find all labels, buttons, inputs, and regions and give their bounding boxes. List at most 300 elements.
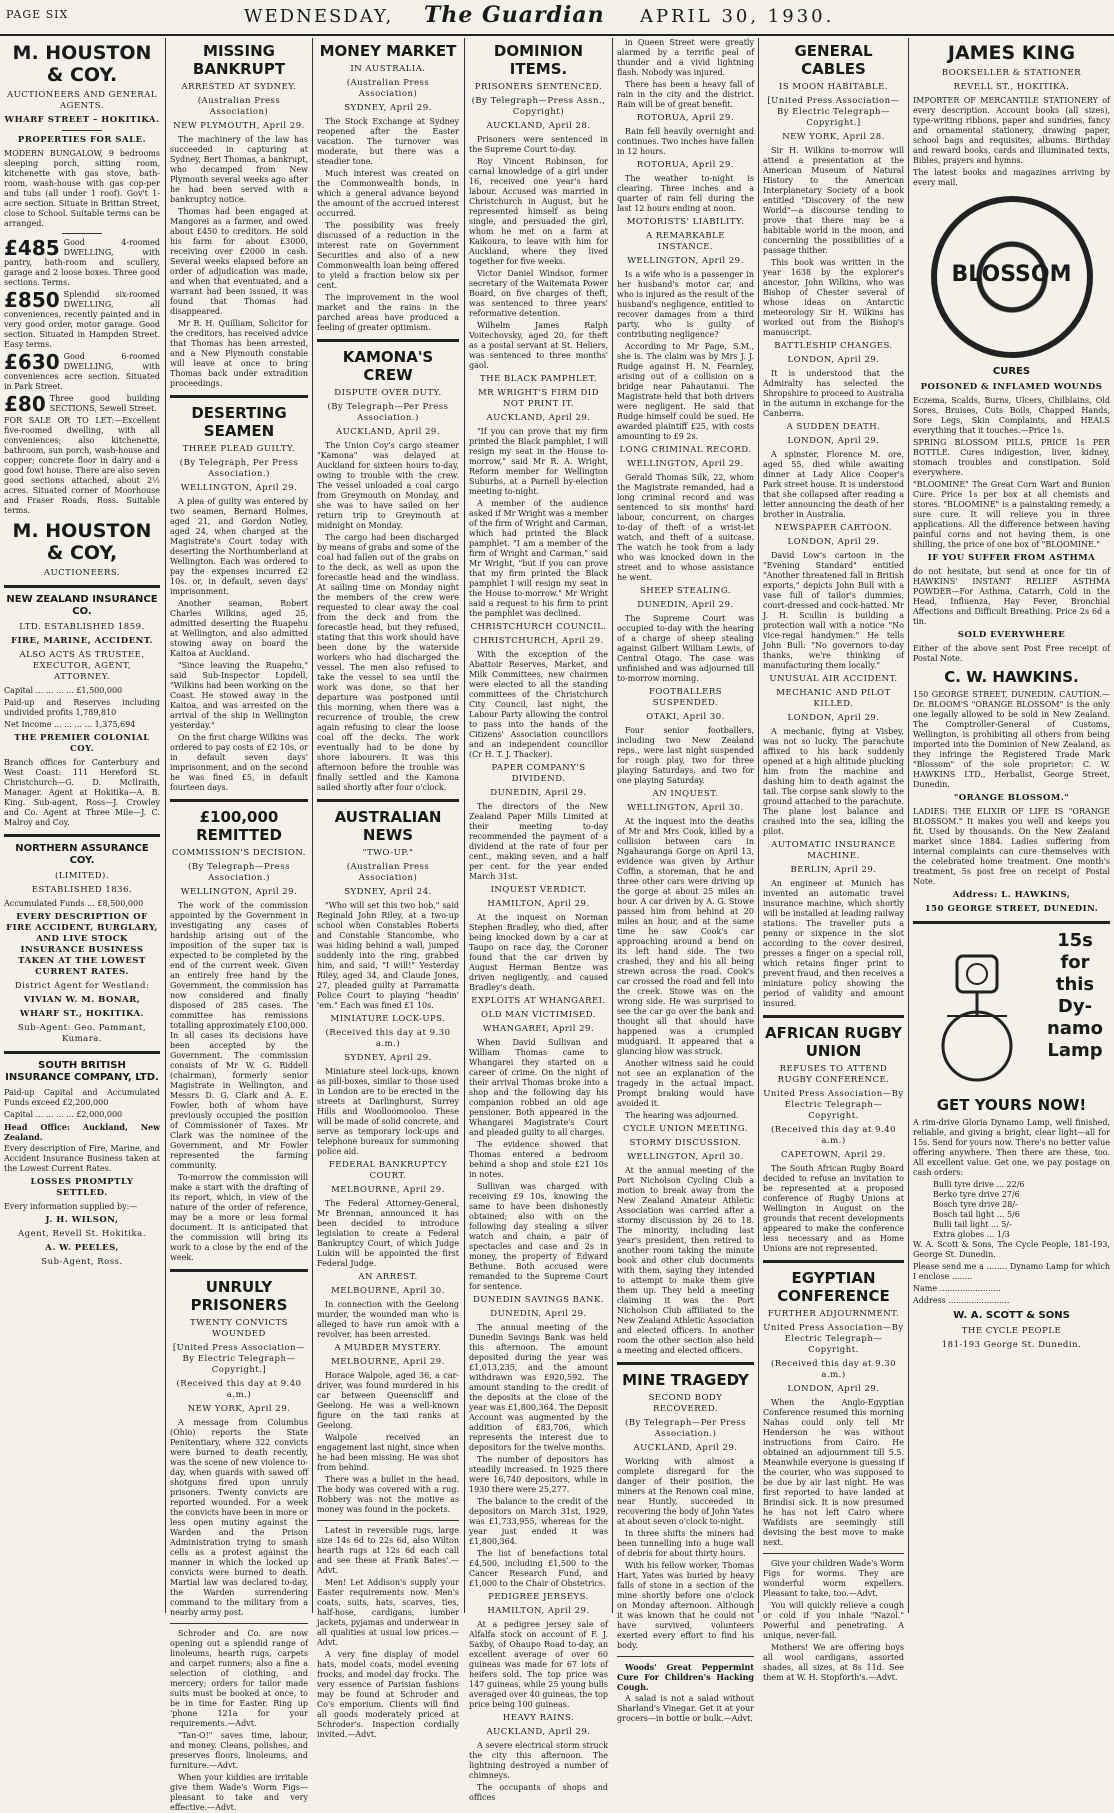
article-heading: GENERAL CABLES	[794, 42, 873, 78]
article-heading: UNRULY PRISONERS	[190, 1278, 288, 1314]
article-subheading: REFUSES TO ATTEND RUGBY CONFERENCE.	[777, 1064, 890, 1085]
article-paragraph: The Union Coy's cargo steamer "Kamona" was delayed at Auckland for sixteen hours to-day, owing to trouble with the crew. The vessel unloaded a coal cargo from Greymouth on Monday, and she was to have sailed on her return trip to Greymouth at midnight on Monday.	[317, 441, 459, 530]
article-dateline: MELBOURNE, April 30.	[331, 1286, 445, 1296]
listing-text: Good 4-roomed DWELLING, with pantry, bath-room and scullery, garage and 2 loose boxes. Three good sections. Terms.	[4, 238, 160, 287]
article-subheading: FOOTBALLERS SUSPENDED.	[648, 687, 723, 708]
article-paragraph: "If you can prove that my firm printed the Black pamphlet, I will resign my seat in the House to-morrow," said Mr R. A. Wright, Reform member for Wellington Suburbs, at a Parnell by-election meeting to-night.	[469, 427, 608, 496]
article-dateline: AUCKLAND, April 28.	[486, 121, 591, 131]
price-list-item: Bulli tyre drive ... 22/6	[933, 1180, 1025, 1189]
article-paragraph: The work of the commission appointed by the Government in investigating any cases of hardship arising out of the imposition of the super tax is expected to be completed by the end of the current week. Given an entirely free hand by the Government, the commission has now considered and finally disposed of 285 cases. The committee has remissions totalling approximately £100,000. In all cases its decisions have been accepted by the Government. The commission consists of Mr W. G. Riddell (chairman), formerly senior Magistrate in Wellington, and Messrs D. G. Clark and A. E. Fowler, both of whom have previously occupied the position of Commissioner of Taxes. Mr Clark was the nominee of the Government, and Mr Fowler represented the farming community.	[170, 901, 308, 1170]
article-heading: DESERTING SEAMEN	[191, 404, 287, 440]
column-rule	[165, 38, 166, 1613]
column-rule	[908, 38, 909, 1613]
property-listing: FOR SALE OR TO LET:—Excellent five-roomed dwelling, with all conveniences; also kitchenette, bathroom, sun porch, wash-house and copper; concrete floor in dairy and a good fowl house. There are also seven good sections attached, about 2½ acres. Situated corner of Moorhouse and Fraser Roads, Ross. Suitable terms.	[4, 416, 160, 515]
article-subheading: A MURDER MYSTERY.	[334, 1343, 442, 1353]
divider	[763, 1553, 904, 1554]
article-paragraph: The Stock Exchange at Sydney reopened after the Easter vacation. The turnover was moderate, but there was a steadier tone.	[317, 117, 459, 166]
article-subheading: BATTLESHIP CHANGES.	[774, 341, 893, 351]
advert-notice: When your kiddies are irritable give them Wade's Worm Figs—pleasant to take and very effective.—Advt.	[170, 1773, 308, 1812]
northern-funds: Accumulated Funds ... £8,500,000	[4, 899, 144, 908]
sb-agent-address: Agent, Revell St. Hokitika.	[18, 1229, 146, 1239]
article-paragraph: The evidence showed that Thomas entered a bedroom behind a shop and stole £21 10s in notes.	[469, 1140, 608, 1179]
article-paragraph: Is a wife who is a passenger in her husband's motor car, and who is injured as the result of the husband's negligence, entitled to recover damages from a third party, who is guilty of contributing negligence?	[617, 270, 754, 339]
james-king-address: REVELL ST., HOKITIKA.	[953, 82, 1070, 92]
ladies-address: Address: L. HAWKINS,	[952, 890, 1071, 900]
listing-text: Splendid six-roomed DWELLING, all conveniences, recently painted and in very good order, motor garage. Good section. Situated in Hampden Street. Easy terms.	[4, 290, 160, 349]
northern-agent-address: WHARF ST., HOKITIKA.	[19, 1009, 145, 1019]
article-dateline: DUNEDIN, April 29.	[490, 1309, 587, 1319]
sb-losses: LOSSES PROMPTLY SETTLED.	[30, 1177, 134, 1198]
article-heading: AFRICAN RUGBY UNION	[765, 1024, 902, 1060]
article-received: (Received this day at 9.30 a.m.)	[325, 1028, 451, 1049]
northern-description: EVERY DESCRIPTION OF FIRE ACCIDENT, BURGLARY, AND LIVE STOCK INSURANCE BUSINESS TAKEN AT THE LOWEST CURRENT RATES.	[6, 912, 158, 977]
article-paragraph: Prisoners were sentenced in the Supreme Court to-day.	[469, 135, 608, 154]
article-subheading: PEDIGREE JERSEYS.	[488, 1592, 589, 1602]
scott-heading: W. A. SCOTT & SONS	[953, 1310, 1070, 1321]
houston-heading: M. HOUSTON & COY.	[12, 42, 152, 86]
asthma-heading: IF YOU SUFFER FROM ASTHMA	[927, 553, 1096, 563]
article-subheading: CHRISTCHURCH COUNCIL.	[470, 622, 607, 632]
sb-description: Every description of Fire, Marine, and Accident Insurance Business taken at the Lowest Current Rates.	[4, 1144, 160, 1173]
divider	[4, 1051, 160, 1054]
price-list-item: Berko tyre drive 27/6	[933, 1190, 1020, 1199]
south-british-heading: SOUTH BRITISH INSURANCE COMPANY, LTD.	[5, 1060, 159, 1083]
article-paragraph: The list of benefactions total £4,500, including £1,500 to the Cancer Research Fund, and £1,000 to the Chair of Obstetrics.	[469, 1549, 608, 1588]
article-paragraph: This book was written in the year 1638 by the explorer's ancestor, John Wilkins, who was Bishop of Chester several of whose ideas on Antarctic meteorology Sir H. Wilkins has worked out from the Bishop's manuscript.	[763, 258, 904, 337]
article-paragraph: "Since leaving the Ruapehu," said Sub-Inspector Lopdell, "Wilkins had been working on the Coast. He stowed away in the Kaitoa, and was arrested on the arrival of the ship in Wellington yesterday."	[170, 661, 308, 730]
article-subheading: MECHANIC AND PILOT KILLED.	[776, 688, 891, 709]
nzi-branch: Branch offices for Canterbury and West Coast: 111 Hereford St. Christchurch—G. D. McIlraith, Manager. Agent at Hokitika—A. B. King. Sub-agent, Ross—J. Crowley and Co. Agent at Three Mile—J. C. Malroy and Coy.	[4, 758, 160, 827]
article-paragraph: A severe electrical storm struck the city this afternoon. The lightning destroyed a number of chimneys.	[469, 1741, 608, 1780]
article-paragraph: The improvement in the wool market and the rains in the parched areas have produced a feeling of greater optimism.	[317, 293, 459, 332]
nzi-income: Net Income ... ... ... ... 1,375,694	[4, 720, 136, 729]
masthead-day: WEDNESDAY,	[244, 6, 394, 27]
price-list-item: Bulli tail light ... 5/-	[933, 1220, 1012, 1229]
article-paragraph: A mechanic, flying at Visbey, was not so lucky. The parachute affixed to his back suddenly opened at a high altitude plucking him from the machine and dashing him to death against the tail. The corpse sank slowly to the ground attached to the parachute. The plane lost balance and crashed into the sea, killing the pilot.	[763, 727, 904, 836]
lamp-price-block	[1040, 930, 1110, 1092]
article-paragraph: The weather to-night is clearing. Three inches and a quarter of rain fell during the last 12 hours ending at noon.	[617, 174, 754, 213]
property-listing	[4, 290, 160, 350]
column-news-6	[763, 38, 904, 1682]
column-rule	[612, 38, 613, 1613]
article-paragraph: The machinery of the law has succeeded in capturing at Sydney, Bert Thomas, a bankrupt, who decamped from New Plymouth several weeks ago after he had been served with a bankruptcy notice.	[170, 135, 308, 204]
column-news-4	[469, 38, 608, 1802]
sold-note: Either of the above sent Post Free receipt of Postal Note.	[913, 644, 1110, 663]
article-dateline: AUCKLAND, April 29.	[633, 1443, 738, 1453]
article-paragraph: It is understood that the Admiralty has selected the Shropshire to proceed to Australia in the autumn in exchange for the Canberra.	[763, 369, 904, 418]
article-subheading: SHEEP STEALING.	[639, 586, 732, 596]
divider	[763, 1260, 904, 1263]
article-dateline: WELLINGTON, April 29.	[627, 256, 744, 266]
northern-limited: (LIMITED).	[54, 871, 110, 881]
houston-address: WHARF STREET – HOKITIKA.	[4, 115, 160, 125]
article-dateline: HAMILTON, April 29.	[487, 1606, 590, 1616]
column-advertisements-7	[913, 38, 1110, 1613]
article-paragraph: A plea of guilty was entered by two seamen, Bernard Holmes, aged 21, and Gordon Notley, aged 24, when charged at the Magistrate's Court today with deserting the Northumberland at Wellington. Each was ordered to pay the expenses incurred £2 10s. or, in default, seven days' imprisonment.	[170, 497, 308, 596]
james-king-description: IMPORTER OF MERCANTILE STATIONERY of every description. Account books (all sizes), type-writing ribbons, paper and sundries, fancy and ornamental stationery, drawing paper, school bags and requisites, albums. Birthday and reward books, cards and illuminated texts, Bibles, prayers and hymns.	[913, 96, 1110, 165]
article-paragraph: Mr R. H. Quilliam, Solicitor for the creditors, has received advice that Thomas has been arrested, and a New Plymouth constable will leave at once to bring Thomas back under extradition proceedings.	[170, 319, 308, 388]
article-subheading: LONG CRIMINAL RECORD.	[619, 445, 752, 455]
nzi-premier: THE PREMIER COLONIAL COY.	[14, 733, 150, 754]
masthead-date: APRIL 30, 1930.	[640, 6, 835, 27]
sb-subagent: A. W. PEELES,	[45, 1243, 119, 1253]
james-king-heading: JAMES KING	[947, 42, 1076, 64]
lamp-price: 15s	[1057, 930, 1093, 951]
article-dateline: WELLINGTON, April 30.	[627, 803, 744, 813]
cures-description: Eczema, Scalds, Burns, Ulcers, Chilblains, Old Sores, Bruises, Cuts Boils, Chapped Hands, Sore Legs, Skin Complaints, and HEALS everything that it touches.—Price 1s.	[913, 396, 1110, 435]
article-paragraph: The South African Rugby Board decided to refuse an invitation to be represented at a proposed conference of Rugby Unions at Wellington in August on the grounds that recent developments appeared to make the conference less necessary and as Home Unions are not represented.	[763, 1164, 904, 1253]
hawkins-description: 150 GEORGE STREET, DUNEDIN. CAUTION.—Dr. BLOOM'S "ORANGE BLOSSOM" is the only one legally allowed to be sold in New Zealand. The Comptroller-General of Customs, Wellington, is prohibiting all others from being imported into the Dominion of New Zealand, as they infringe the Registered Trade Mark "Blossom" of the sole proprietor: C. W. HAWKINS LTD., Herbalist, George Street, Dunedin.	[913, 690, 1110, 789]
column-rule	[464, 38, 465, 1613]
houston-subheading: AUCTIONEERS AND GENERAL AGENTS.	[7, 90, 157, 111]
get-yours-heading: GET YOURS NOW!	[936, 1096, 1087, 1114]
advert-notice: A very fine display of model hats, model coats, model evening frocks, and model day frocks. The very essence of Parisian fashions may be found at Schroder and Co's emporium. Clients will find all goods moderately priced at Schroder's. Inspection cordially invited.—Advt.	[317, 1650, 459, 1739]
article-dateline: AUCKLAND, April 29.	[486, 413, 591, 423]
scott-address: W. A. Scott & Sons, The Cycle People, 181-193, George St. Dunedin.	[913, 1240, 1110, 1259]
advert-notice: Woods' Great Peppermint Cure For Children's Hacking Cough.	[617, 1662, 754, 1692]
article-paragraph: Roy Vincent Robinson, for carnal knowledge of a girl under 16, received one year's hard labour. Accused was married in Christchurch in August, but he represented himself as being single, and persuaded the girl, whom he met on a farm at Kaikoura, to leave with him for Auckland, where they lived together for five weeks.	[469, 157, 608, 266]
column-rule	[758, 38, 759, 1613]
article-paragraph: The directors of the New Zealand Paper Mills Limited at their meeting to-day recommended the payment of a dividend at the rate of four per cent., making seven, and a half per cent. for the year ended March 31st.	[469, 802, 608, 881]
article-paragraph: The cargo had been discharged by means of grabs and some of the coal had fallen out of the grabs on to the deck, as well as upon the forecastle head and the windlass. At sailing time on Monday night the members of the crew were requested to clear away the coal from the deck and from the forecastle head, but they refused, stating that this work should have been done by the waterside workers who had discharged the vessel. The men also refused to take the vessel to sea until the work was done, so that her departure was postponed until this morning, when there was a recurrence of trouble, the crew again refusing to clear the loose coal off the decks. The work eventually had to be done by shore labourers. It was this afternoon before the trouble was finally settled and the Kamona sailed shortly after four o'clock.	[317, 533, 459, 792]
article-subheading: EXPLOITS AT WHANGAREI.	[471, 996, 606, 1006]
price-list-item: Bosch tail light ... 5/6	[933, 1210, 1020, 1219]
article-source: (Australian Press Association)	[346, 78, 430, 99]
advert-notice: Latest in reversible rugs, large size 14s 6d to 22s 6d, also Wilton hearth rugs at 12s 6d each call and see these at Frank Bates'.—Advt.	[317, 1526, 459, 1575]
article-source: United Press Association—By Electric Telegraph—Copyright.	[763, 1089, 904, 1121]
article-dateline: LONDON, April 29.	[787, 713, 880, 723]
article-dateline: LONDON, April 29.	[787, 537, 880, 547]
article-paragraph: When David Sullivan and William Thomas came to Whangarei they started on a career of crime. On the night of their arrival Thomas broke into a shop and the following day his companion robbed an old age pensioner. Both appeared in the Whangarei Magistrate's Court and pleaded guilty to all charges.	[469, 1038, 608, 1137]
masthead	[0, 0, 1114, 36]
lamp-text: this	[1055, 974, 1095, 995]
article-subheading: MOTORISTS' LIABILITY.	[626, 217, 745, 227]
advert-notice: You will quickly relieve a cough or cold if you inhale "Nazol." Powerful and penetrating. A unique, never-fail.	[763, 1601, 904, 1640]
article-subheading: A REMARKABLE INSTANCE.	[646, 231, 725, 252]
article-paragraph: Victor Daniel Windsor, former secretary of the Waitemata Power Board, on five charges of theft, was sentenced to three years' reformative detention.	[469, 269, 608, 318]
divider	[170, 1269, 308, 1272]
article-dateline: BERLIN, April 29.	[790, 865, 877, 875]
article-subheading: COMMISSION'S DECISION.	[172, 848, 306, 858]
article-paragraph: Gerald Thomas Silk, 22, whom the Magistrate remanded, had a long criminal record and was sentenced to six months' hard labour, concurrent, on charges to-day of theft of a wrist-let watch, and theft of a suitcase. The watch he took from a lady who was knocked down in the street and to whose assistance he went.	[617, 473, 754, 582]
article-paragraph: At the annual meeting of the Port Nicholson Cycling Club a motion to break away from the New Zealand Amateur Athletic Association was carried after a stormy discussion by 26 to 18. The minority, including last year's president, then retired to another room taking the minute book and other club documents with them, saying they intended to attempt to make them give them up. They held a meeting claiming it was the Port Nicholson Club affiliated to the New Zealand Athletic Association and elected officers. In another room the other section also held a meeting and elected officers.	[617, 1166, 754, 1355]
masthead-title: The Guardian	[424, 2, 605, 28]
article-paragraph: On the first charge Wilkins was ordered to pay costs of £2 10s, or in default seven days' imprisonment, and on the second he was fined £5, in default fourteen days.	[170, 733, 308, 792]
article-source: [United Press Association—By Electric Telegraph—Copyright.]	[172, 1343, 306, 1375]
advert-notice: "Tan-O!" saves time, labour, and money. Cleans, polishes, and preserves floors, linoleums, and furniture.—Advt.	[170, 1731, 308, 1770]
article-heading: AUSTRALIAN NEWS	[334, 808, 442, 844]
article-source: United Press Association—By Electric Telegraph—Copyright.	[763, 1323, 904, 1355]
column-news-2	[170, 38, 308, 1812]
nzi-established: LTD. ESTABLISHED 1859.	[19, 622, 145, 632]
article-subheading: DUNEDIN SAVINGS BANK.	[472, 1295, 605, 1305]
article-subheading: FEDERAL BANKRUPTCY COURT.	[328, 1160, 448, 1181]
advert-notice: Give your children Wade's Worm Figs for worms. They are wonderful worm expellers. Pleasant to take, too.—Advt.	[763, 1559, 904, 1598]
property-listing: MODERN BUNGALOW, 9 bedrooms sleeping porch, sitting room, kitchenette with gas stove, bath-room, wash-house with gas cop-per and tubs (all under 1 roof). Gov't 1-acre section. Situate in Brittan Street, close to School. Suitable terms can be arranged.	[4, 149, 160, 228]
article-source: (By Telegraph—Per Press Association.)	[327, 402, 449, 423]
article-dateline: MELBOURNE, April 29.	[331, 1185, 445, 1195]
listing-text: Three good building SECTIONS, Sewell Street.	[49, 394, 160, 413]
article-paragraph: There has been a heavy fall of rain in the city and the district. Rain will be of great benefit.	[617, 80, 754, 109]
sb-agent: J. H. WILSON,	[45, 1215, 119, 1225]
price: £80	[4, 392, 46, 416]
article-subheading: AN INQUEST.	[652, 789, 719, 799]
divider	[913, 921, 1110, 924]
article-source: [United Press Association—By Electric Telegraph—Copyright.]	[767, 96, 900, 128]
article-paragraph: Sir H. Wilkins to-morrow will attend a presentation at the American Museum of Natural History to the American Interplanetary Society of a book entitled "Discovery of the new World"—a discourse tending to prove that there may be a habitable world in the moon, and concerning the possibilities of a passage thither.	[763, 146, 904, 255]
article-heading: EGYPTIAN CONFERENCE	[777, 1269, 890, 1305]
bloomine-advert: "BLOOMINE" The Great Corn Wart and Bunion Cure. Price 1s per box at all chemists and stores. "BLOOMINE" is a painstaking remedy, a sure cure. It will relieve you in three applications. All the difference between having painful corns and not having them, is one shilling, the price of one box of "BLOOMINE."	[913, 480, 1110, 549]
article-subheading: IN AUSTRALIA.	[350, 64, 426, 74]
article-dateline: MELBOURNE, April 29.	[331, 1357, 445, 1367]
article-dateline: WELLINGTON, April 30.	[627, 1152, 744, 1162]
article-subheading: A SUDDEN DEATH.	[786, 422, 881, 432]
article-paragraph: The balance to the credit of the depositors on March 31st, 1929, was £1,733,955, whereas for the year just ended it was £1,800,364.	[469, 1497, 608, 1546]
article-paragraph: To-morrow the commission will make a start with the drafting of its report, which, in view of the nature of the order of reference, may be a more or less formal document. It is anticipated that the commission will bring its work to a close by the end of the week.	[170, 1173, 308, 1262]
price: £850	[4, 288, 60, 312]
article-paragraph: The Supreme Court was occupied to-day with the hearing of a charge of sheep stealing against Gilbert William Lewis, of Central Otago. The case was unfinished and was adjourned till to-morrow morning.	[617, 614, 754, 683]
nzi-capital: Capital ... ... ... ... £1,500,000	[4, 686, 123, 695]
asthma-description: do not hesitate, but send at once for tin of HAWKINS' INSTANT RELIEF ASTHMA POWDER—For Asthma, Catarrh, Cold in the Head, Influenza, Hay Fever, Bronchial Affections and Difficult Breathing. Price 2s 6d a tin.	[913, 567, 1110, 626]
cures-subheading: POISONED & INFLAMED WOUNDS	[920, 382, 1103, 392]
article-subheading: PAPER COMPANY'S DIVIDEND.	[491, 763, 586, 784]
article-dateline: ROTORUA, April 29.	[636, 113, 735, 123]
article-source: (By Telegraph—Press Assn., Copyright)	[471, 96, 606, 117]
hawkins-heading: C. W. HAWKINS.	[944, 668, 1079, 686]
article-heading: £100,000 REMITTED	[196, 808, 282, 844]
article-paragraph: in Queen Street were greatly alarmed by a terrific peal of thunder and a vivid lightning flash. Nobody was injured.	[617, 38, 754, 77]
get-yours-description: A rim-drive Gloria Dynamo Lamp, well finished, reliable, and giving a bright, clear light—all for 15s. Send for yours now. There's no better value offering anywhere. Then there are these, too. All excellent value. Get one, we pay postage on cash orders:	[913, 1118, 1110, 1177]
article-paragraph: With his fellow worker, Thomas Hart, Yates was buried by heavy falls of stone in a section of the mine shortly before one o'clock on Monday afternoon. Although it was known that he could not have survived, volunteers exerted every effort to find his body.	[617, 1561, 754, 1650]
houston-heading-2: M. HOUSTON & COY,	[12, 520, 152, 564]
divider	[317, 339, 459, 342]
northern-subagent: Sub-Agent: Geo. Pammant, Kumara.	[17, 1023, 147, 1044]
article-paragraph: Miniature steel lock-ups, known as pill-boxes, similar to those used in London are to be erected in the streets at Darlinghurst, Surrey Hills and Woolloomooloo. These will be made of solid concrete, and serve as temporary lock-ups and telephone bureaux for summoning police aid.	[317, 1067, 459, 1156]
article-paragraph: In three shifts the miners had been tunnelling into a huge wall of debris for about thirty hours.	[617, 1529, 754, 1558]
article-paragraph: Another seaman, Robert Charles Wilkins, aged 25, admitted deserting the Ruapehu at Wellington, and also admitted stowing away on board the Kaitoa at Auckland.	[170, 599, 308, 658]
article-received: (Received this day at 9.40 a.m.)	[176, 1379, 302, 1400]
article-subheading: HEAVY RAINS.	[502, 1713, 575, 1723]
scott-address-2: 181-193 George St. Dunedin.	[941, 1340, 1082, 1350]
northern-agent: District Agent for Westland:	[14, 981, 150, 991]
article-paragraph: At a pedigree jersey sale of Alfalfa stock on account of F. J. Saxby, of Ohaupo Road to-day, an excellent average of over 60 guineas was made for 67 lots of heifers sold. The top price was 147 guineas, while 25 young bulls averaged over 40 guineas, the top price being 100 guineas.	[469, 1620, 608, 1709]
article-source: (By Telegraph, Per Press Association.)	[179, 458, 299, 479]
sb-office: Head Office: Auckland, New Zealand.	[4, 1122, 160, 1142]
lamp-text: namo	[1046, 1018, 1104, 1039]
advert-notice: Mothers! We are offering boys all wool cardigans, assorted shades, all sizes, at 8s 11d. See them at W. H. Stopforth's.—Advt.	[763, 1643, 904, 1682]
lamp-text: for	[1060, 952, 1090, 973]
price: £630	[4, 350, 60, 374]
advert-notice: Schroder and Co. are now opening out a splendid range of linoleums, hearth rugs, carpets and carpet runners; also a fine a selection of clothing, and mercery; orders for tailor made suits must be booked at once, to be in time for Easter. Ring up 'phone 121a for your requirements.—Advt.	[170, 1629, 308, 1728]
article-subheading: AN ARREST.	[358, 1272, 418, 1282]
article-paragraph: David Low's cartoon in the "Evening Standard" entitled "Another threatened fall in British exports," depicts John Bull with a vase full of tailor's dummies, court-dressed and cock-hatted. Mr J. H. Scullin is building a protection wall with a notice "No vice-regal handymen." He tells John Bull: "No governors to-day thanks, we're thinking of manufacturing them locally."	[763, 551, 904, 670]
article-subheading: CYCLE UNION MEETING.	[623, 1124, 748, 1134]
article-paragraph: In connection with the Geelong murder, the wounded man who is alleged to have run amok with a revolver, has been arrested.	[317, 1300, 459, 1339]
article-dateline: WHANGAREI, April 29.	[482, 1024, 595, 1034]
scott-subheading: THE CYCLE PEOPLE	[961, 1326, 1062, 1336]
pills-advert: SPRING BLOSSOM PILLS, PRICE 1s PER BOTTLE. Cures indigestion, liver, kidney, stomach troubles and constipation. Sold everywhere.	[913, 438, 1110, 477]
article-received: (Received this day at 9.40 a.m.)	[770, 1125, 897, 1146]
article-dateline: OTAKI, April 30.	[646, 712, 725, 722]
sb-capital: Capital ... ... ... ... £2,000,000	[4, 1110, 123, 1119]
article-dateline: SYDNEY, April 29.	[344, 1053, 432, 1063]
article-paragraph: Sullivan was charged with receiving £9 10s, knowing the same to have been dishonestly obtained; also with on the following day stealing a silver watch and chain, a pair of spectacles and case and 2s in money, the property of Edward Bethune. Both accused were remanded to the Supreme Court for sentence.	[469, 1182, 608, 1291]
column-rule	[312, 38, 313, 1613]
article-paragraph: The Federal Attorney-General, Mr Brennan, announced it has been decided to introduce legislation to create a Federal Bankruptcy Court, of which Judge Lukin will be appointed the first Federal Judge.	[317, 1199, 459, 1268]
sb-info: Every information supplied by:—	[4, 1202, 138, 1211]
sold-everywhere: SOLD EVERYWHERE	[957, 630, 1066, 640]
article-subheading: AUTOMATIC INSURANCE MACHINE.	[771, 840, 896, 861]
article-subheading: FURTHER ADJOURNMENT.	[767, 1309, 900, 1319]
article-paragraph: Walpole received an engagement last night, since when he had been missing. He was shot from behind.	[317, 1433, 459, 1472]
ladies-address-2: 150 GEORGE STREET, DUNEDIN.	[924, 904, 1099, 914]
article-subheading: "TWO-UP."	[362, 848, 414, 858]
article-dateline: DUNEDIN, April 29.	[490, 788, 587, 798]
divider	[617, 1656, 754, 1657]
price-list	[913, 1180, 1110, 1240]
lamp-text: Dy-	[1057, 996, 1093, 1017]
article-dateline: SYDNEY, April 29.	[344, 103, 432, 113]
nzi-also: ALSO ACTS AS TRUSTEE, EXECUTOR, AGENT, ATTORNEY.	[19, 650, 145, 682]
order-form-address: Address ........................	[913, 1296, 1010, 1305]
article-dateline: AUCKLAND, April 29.	[335, 427, 441, 437]
seal-text: BLOSSOM	[951, 262, 1072, 287]
article-subheading: THREE PLEAD GUILTY.	[182, 444, 296, 454]
article-paragraph: The occupants of shops and offices	[469, 1783, 608, 1802]
article-dateline: LONDON, April 29.	[787, 1384, 880, 1394]
article-paragraph: Wilhelm James Ralph Voitechovsky, aged 20, for theft as a postal servant at St. Heliers, was sentenced to three months' gaol.	[469, 321, 608, 370]
article-paragraph: Another witness said he could not see an explanation of the tragedy in the actual impact. Prompt braking would have avoided it.	[617, 1059, 754, 1108]
cures-heading: CURES	[992, 366, 1031, 377]
article-dateline: NEW YORK, April 28.	[782, 132, 885, 142]
article-paragraph: With the exception of the Abattoir Reserves, Market, and Milk Committees, new chairmen were elected to all the standing committees of the Christchurch City Council, last night, the Labour Party allowing the control to pass into the hands of the Citizens' Association councillors and an independent councillor (Cr H. T. J. Thacker).	[469, 650, 608, 759]
article-dateline: CHRISTCHURCH, April 29.	[473, 636, 604, 646]
divider	[62, 233, 102, 234]
article-subheading: PRISONERS SENTENCED.	[474, 82, 603, 92]
article-paragraph: When the Anglo-Egyptian Conference resumed this morning Nahas could only tell Mr Henderson he was without instructions from Cairo. He obtained an adjournment till 5.5. Meanwhile everyone is guessing if the courier, who was supposed to be due by air last night. He was first reported to have landed at Brindisi sick. It is now presumed he has not left Cairo where Wafdists are seemingly still devising the best move to make next.	[763, 1398, 904, 1547]
article-source: (By Telegraph—Press Association.)	[188, 862, 290, 883]
article-paragraph: Rain fell heavily overnight and continues. Two inches have fallen in 12 hours.	[617, 127, 754, 156]
article-paragraph: At the inquest into the deaths of Mr and Mrs Cook, killed by a collision between cars in Ngahauranga Gorge on April 13, evidence was given by Arthur Coffin, a storeman, that he and three other cars were driving up the gorge at about 25 miles an hour. A car driven by A. G. Stowe passed him from behind at 20 miles an hour, and at the same time he saw Cook's car approaching around a bend on its left hand side. The two crashed, they and his all being strewn across the road. Cook's car crossed the road and fell into the creek. Stowe was on the wrong side. He was surprised to see the car go over the bank and thought all that should have happened was a crumpled mudguard. It appeared that a glancing blow was struck.	[617, 817, 754, 1056]
divider	[170, 1623, 308, 1624]
divider	[62, 130, 102, 131]
sb-subagent-address: Sub-Agent, Ross.	[41, 1257, 123, 1267]
article-subheading: MR WRIGHT'S FIRM DID NOT PRINT IT.	[477, 388, 600, 409]
property-listing	[4, 352, 160, 392]
listing-text: Good 6-roomed DWELLING, with conveniences acre section. Situated in Park Street.	[4, 352, 160, 391]
article-paragraph: A spinster, Florence M. ore, aged 55, died while awaiting dinner at Lady Alice Cooper's Park street house. It is understood that she collapsed after reading a letter announcing the death of her brother in Australia.	[763, 450, 904, 519]
article-paragraph: An engineer at Munich has invented an automatic travel insurance machine, which shortly will be installed at leading railway stations. The traveller puts a penny or sixpence in the slot according to the cover desired, presses a finger on a special roll, which retains finger print to prevent fraud, and then receives a miniature policy showing the period of validity and amount insured.	[763, 879, 904, 1008]
article-subheading: DISPUTE OVER DUTY.	[334, 388, 442, 398]
article-dateline: HAMILTON, April 29.	[487, 899, 590, 909]
advert-notice: Men! Let Addison's supply your Easter requirements now. Men's coats, suits, hats, scarves, ties, half-hose, cardigans, lumber jackets, pyjamas and underwear in all qualities at usual low prices.—Advt.	[317, 1578, 459, 1647]
article-subheading: UNUSUAL AIR ACCIDENT.	[769, 674, 898, 684]
article-paragraph: Much interest was created on the Commonwealth bonds, in which a general advance beyond the amount of the accrued interest occurred.	[317, 169, 459, 218]
northern-established: ESTABLISHED 1836.	[31, 885, 133, 895]
article-heading: KAMONA'S CREW	[342, 348, 434, 384]
property-listing	[4, 394, 160, 414]
northern-heading: NORTHERN ASSURANCE COY.	[15, 843, 149, 866]
order-form-line: Please send me a ........ Dynamo Lamp for which I enclose ........	[913, 1262, 1110, 1281]
price-list-item: Bosch tyre drive 28/-	[933, 1200, 1018, 1209]
price: £485	[4, 236, 60, 260]
article-subheading: OLD MAN VICTIMISED.	[481, 1010, 596, 1020]
article-received: (Received this day at 9.30 a.m.)	[770, 1359, 897, 1380]
lamp-text: Lamp	[1047, 1040, 1103, 1061]
order-form-name: Name ........................	[913, 1284, 1001, 1293]
article-subheading: NEWSPAPER CARTOON.	[774, 523, 893, 533]
article-source: (By Telegraph—Per Press Association.)	[624, 1418, 746, 1439]
article-paragraph: The possibility was freely discussed of a reduction in the interest rate on Government Securities and also of a new Commonwealth loan being offered to yield a fraction below six per cent.	[317, 221, 459, 290]
article-paragraph: According to Mr Page, S.M., she is. The claim was by Mrs J. J. Rudge against H. N. Fearnley, arising out of a collision on a bridge near Pahautanui. The Magistrate held that both drivers were negligent. He said that Rudge himself could be sued. He awarded plaintiff £25, with costs amounting to £9 2s.	[617, 342, 754, 441]
divider	[617, 1362, 754, 1365]
article-subheading: ARRESTED AT SYDNEY.	[181, 82, 297, 92]
divider	[170, 395, 308, 398]
page-number: PAGE SIX	[6, 8, 69, 21]
article-dateline: NEW YORK, April 29.	[187, 1404, 291, 1414]
article-paragraph: There was a bullet in the head. The body was covered with a rug. Robbery was not the motive as money was found in the pockets.	[317, 1475, 459, 1514]
article-dateline: ROTORUA, April 29.	[636, 160, 735, 170]
article-source: (Australian Press Association)	[346, 862, 430, 883]
houston-subheading-2: AUCTIONEERS.	[43, 568, 121, 578]
nzi-reserves: Paid-up and Reserves including undivided profits 1,789,810	[4, 698, 160, 717]
article-subheading: INQUEST VERDICT.	[490, 885, 587, 895]
article-dateline: CAPETOWN, April 29.	[780, 1150, 887, 1160]
article-dateline: WELLINGTON, April 29.	[180, 483, 298, 493]
article-heading: MONEY MARKET	[319, 42, 457, 60]
article-subheading: TWENTY CONVICTS WOUNDED	[190, 1318, 288, 1339]
bicycle-lamp-icon	[917, 936, 1037, 1086]
article-paragraph: At the inquest on Norman Stephen Bradley, who died, after being knocked down by a car at Taupo on race day, the Coroner found that the car driven by August Herman Bentze was driven negligently, and caused Bradley's death.	[469, 913, 608, 992]
article-paragraph: Horace Walpole, aged 36, a car-driver, was found murdered in his car between Queenscliff and Geelong. He was a well-known figure on the taxi ranks at Geelong.	[317, 1371, 459, 1430]
article-subheading: MINIATURE LOCK-UPS.	[330, 1014, 446, 1024]
article-dateline: NEW PLYMOUTH, April 29.	[173, 121, 305, 131]
nzi-types: FIRE, MARINE, ACCIDENT.	[10, 636, 154, 646]
price-list-item: Extra globes ... 1/3	[933, 1230, 1010, 1239]
divider	[763, 1015, 904, 1018]
article-dateline: WELLINGTON, April 29.	[180, 887, 298, 897]
divider	[4, 585, 160, 588]
article-dateline: DUNEDIN, April 29.	[637, 600, 734, 610]
article-dateline: AUCKLAND, April 29.	[486, 1727, 591, 1737]
column-news-5	[617, 38, 754, 1723]
article-paragraph: Working with almost a complete disregard for the danger of their position, the miners at the Renown coal mine, near Huntly, succeeded in recovering the body of John Yates at about seven o'clock to-night.	[617, 1457, 754, 1526]
article-heading: MINE TRAGEDY	[622, 1371, 749, 1389]
james-king-subheading: BOOKSELLER & STATIONER	[941, 68, 1082, 78]
northern-agent-name: VIVIAN W. M. BONAR,	[23, 995, 141, 1005]
article-subheading: THE BLACK PAMPHLET.	[480, 374, 597, 384]
article-paragraph: A member of the audience asked if Mr Wright was a member of the firm of Wright and Carman, which had printed the Black pamphlet. "I am a member of the firm of Wright and Carman," said Mr Wright, "but if you can prove that my firm printed the Black pamphlet I will resign my seat in the House to-morrow." Mr Wright said a request to his firm to print the pamphlet was declined.	[469, 499, 608, 618]
property-listing	[4, 238, 160, 288]
divider	[317, 1520, 459, 1521]
orange-blossom-heading: "ORANGE BLOSSOM."	[953, 793, 1070, 803]
article-subheading: SECOND BODY RECOVERED.	[648, 1393, 723, 1414]
article-dateline: WELLINGTON, April 29.	[627, 459, 744, 469]
james-king-note: The latest books and magazines arriving by every mail.	[913, 168, 1110, 187]
divider	[170, 799, 308, 802]
article-paragraph: The hearing was adjourned.	[625, 1111, 739, 1120]
article-paragraph: Thomas had been engaged at Mangorei as a farmer, and owed about £450 to creditors. He sold his farm for about £3000, receiving over £2000 in cash. Several weeks elapsed before an order of adjudication was made, and when that eventuated, and a warrant had been issued, it was found that Thomas had disappeared.	[170, 207, 308, 316]
article-heading: DOMINION ITEMS.	[493, 42, 584, 78]
article-dateline: LONDON, April 29.	[787, 436, 880, 446]
ladies-advert: LADIES: THE ELIXIR OF LIFE IS "ORANGE BLOSSOM." It makes you well and keeps you fit. Used by thousands. On the New Zealand market since 1884. Ladies suffering from internal complaints can cure themselves with the celebrated home treatment. One month's treatment, 5s post free on receipt of Postal Note.	[913, 807, 1110, 886]
sb-paid: Paid-up Capital and Accumulated Funds exceed £2,200,000	[4, 1088, 160, 1107]
blossom-seal-logo	[931, 196, 1093, 358]
article-dateline: LONDON, April 29.	[787, 355, 880, 365]
article-dateline: SYDNEY, April 24.	[344, 887, 432, 897]
article-subheading: IS MOON HABITABLE.	[779, 82, 888, 92]
nzi-heading: NEW ZEALAND INSURANCE CO.	[6, 594, 158, 617]
